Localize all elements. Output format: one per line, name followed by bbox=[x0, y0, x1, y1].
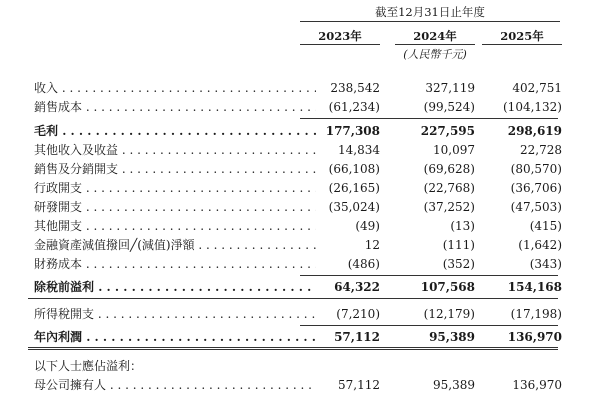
value-2024: (99,524) bbox=[423, 100, 475, 114]
value-2025: (36,706) bbox=[510, 181, 562, 195]
period-header: 截至12月31日止年度 bbox=[375, 5, 485, 19]
year-rule-2024 bbox=[395, 44, 475, 45]
value-2025: (104,132) bbox=[503, 100, 562, 114]
row-label: 所得稅開支 . . . bbox=[34, 304, 316, 324]
row-label: 其他開支 . . . bbox=[34, 216, 316, 236]
value-2025: (17,198) bbox=[510, 307, 562, 321]
value-2024: (69,628) bbox=[423, 162, 475, 176]
value-2025: 402,751 bbox=[512, 81, 562, 95]
currency-unit: (人民幣千元) bbox=[403, 48, 467, 61]
year-2025-header: 2025年 bbox=[500, 29, 544, 43]
value-2023: (486) bbox=[347, 257, 380, 271]
value-2025: 22,728 bbox=[520, 143, 562, 157]
value-2024: 95,389 bbox=[433, 378, 475, 392]
row-profit-before-tax bbox=[28, 277, 562, 297]
value-2024: 227,595 bbox=[420, 124, 475, 138]
value-2025: 136,970 bbox=[512, 378, 562, 392]
row-label: 以下人士應佔溢利： bbox=[34, 359, 143, 373]
value-2025: (80,570) bbox=[510, 162, 562, 176]
row-gross-profit bbox=[28, 121, 562, 141]
value-2023: 64,322 bbox=[334, 280, 380, 294]
value-2025: 154,168 bbox=[507, 280, 562, 294]
value-2023: 12 bbox=[364, 238, 380, 252]
subtotal-rule bbox=[300, 325, 558, 326]
row-admin-expenses bbox=[28, 178, 562, 198]
row-label: 毛利 . . . bbox=[34, 121, 316, 141]
subtotal-rule bbox=[300, 275, 558, 276]
value-2025: 298,619 bbox=[507, 124, 562, 138]
value-2023: 57,112 bbox=[334, 330, 380, 344]
period-header-rule bbox=[300, 21, 560, 22]
value-2024: (37,252) bbox=[423, 200, 475, 214]
row-owners-of-parent bbox=[28, 375, 562, 395]
value-2024: (13) bbox=[450, 219, 475, 233]
value-2024: 327,119 bbox=[425, 81, 475, 95]
value-2024: 95,389 bbox=[429, 330, 475, 344]
row-label: 財務成本 . . . bbox=[34, 254, 316, 274]
value-2023: 238,542 bbox=[330, 81, 380, 95]
value-2024: (111) bbox=[442, 238, 475, 252]
value-2025: (47,503) bbox=[510, 200, 562, 214]
row-impairment bbox=[28, 235, 562, 255]
row-label: 母公司擁有人 . . . bbox=[34, 375, 316, 395]
year-rule-2023 bbox=[300, 44, 380, 45]
row-finance-costs bbox=[28, 254, 562, 274]
value-2023: (61,234) bbox=[328, 100, 380, 114]
year-2023-header: 2023年 bbox=[318, 29, 362, 43]
value-2024: (352) bbox=[442, 257, 475, 271]
value-2023: 14,834 bbox=[338, 143, 380, 157]
row-other-expenses bbox=[28, 216, 562, 236]
row-label: 收入 . . . bbox=[34, 78, 316, 98]
row-label: 銷售成本 . . . bbox=[34, 97, 316, 117]
row-label: 年內利潤 . . . bbox=[34, 327, 316, 347]
full-width-rule bbox=[28, 298, 558, 299]
double-total-rule bbox=[28, 347, 558, 350]
row-label: 行政開支 . . . bbox=[34, 178, 316, 198]
value-2023: (26,165) bbox=[328, 181, 380, 195]
value-2024: (12,179) bbox=[423, 307, 475, 321]
row-label: 金融資產減值撥回╱(減值)淨額 . . . bbox=[34, 235, 316, 255]
row-label: 研發開支 . . . bbox=[34, 197, 316, 217]
row-revenue bbox=[28, 78, 562, 98]
row-profit-for-year bbox=[28, 327, 562, 347]
row-attributable-heading bbox=[28, 356, 558, 376]
row-label: 銷售及分銷開支 . . . bbox=[34, 159, 316, 179]
value-2025: 136,970 bbox=[507, 330, 562, 344]
value-2024: 10,097 bbox=[433, 143, 475, 157]
value-2023: 57,112 bbox=[338, 378, 380, 392]
value-2025: (1,642) bbox=[518, 238, 562, 252]
subtotal-rule bbox=[300, 118, 558, 119]
value-2025: (343) bbox=[529, 257, 562, 271]
value-2023: 177,308 bbox=[325, 124, 380, 138]
value-2023: (35,024) bbox=[328, 200, 380, 214]
row-label: 除稅前溢利 . . . bbox=[34, 277, 316, 297]
row-cost-of-sales bbox=[28, 97, 562, 117]
row-selling-expenses bbox=[28, 159, 562, 179]
value-2023: (66,108) bbox=[328, 162, 380, 176]
row-rnd-expenses bbox=[28, 197, 562, 217]
row-other-income bbox=[28, 140, 562, 160]
year-rule-2025 bbox=[482, 44, 562, 45]
value-2025: (415) bbox=[529, 219, 562, 233]
row-label: 其他收入及收益 . . . bbox=[34, 140, 316, 160]
value-2024: 107,568 bbox=[420, 280, 475, 294]
value-2023: (49) bbox=[355, 219, 380, 233]
value-2023: (7,210) bbox=[336, 307, 380, 321]
row-income-tax bbox=[28, 304, 562, 324]
year-2024-header: 2024年 bbox=[413, 29, 457, 43]
value-2024: (22,768) bbox=[423, 181, 475, 195]
